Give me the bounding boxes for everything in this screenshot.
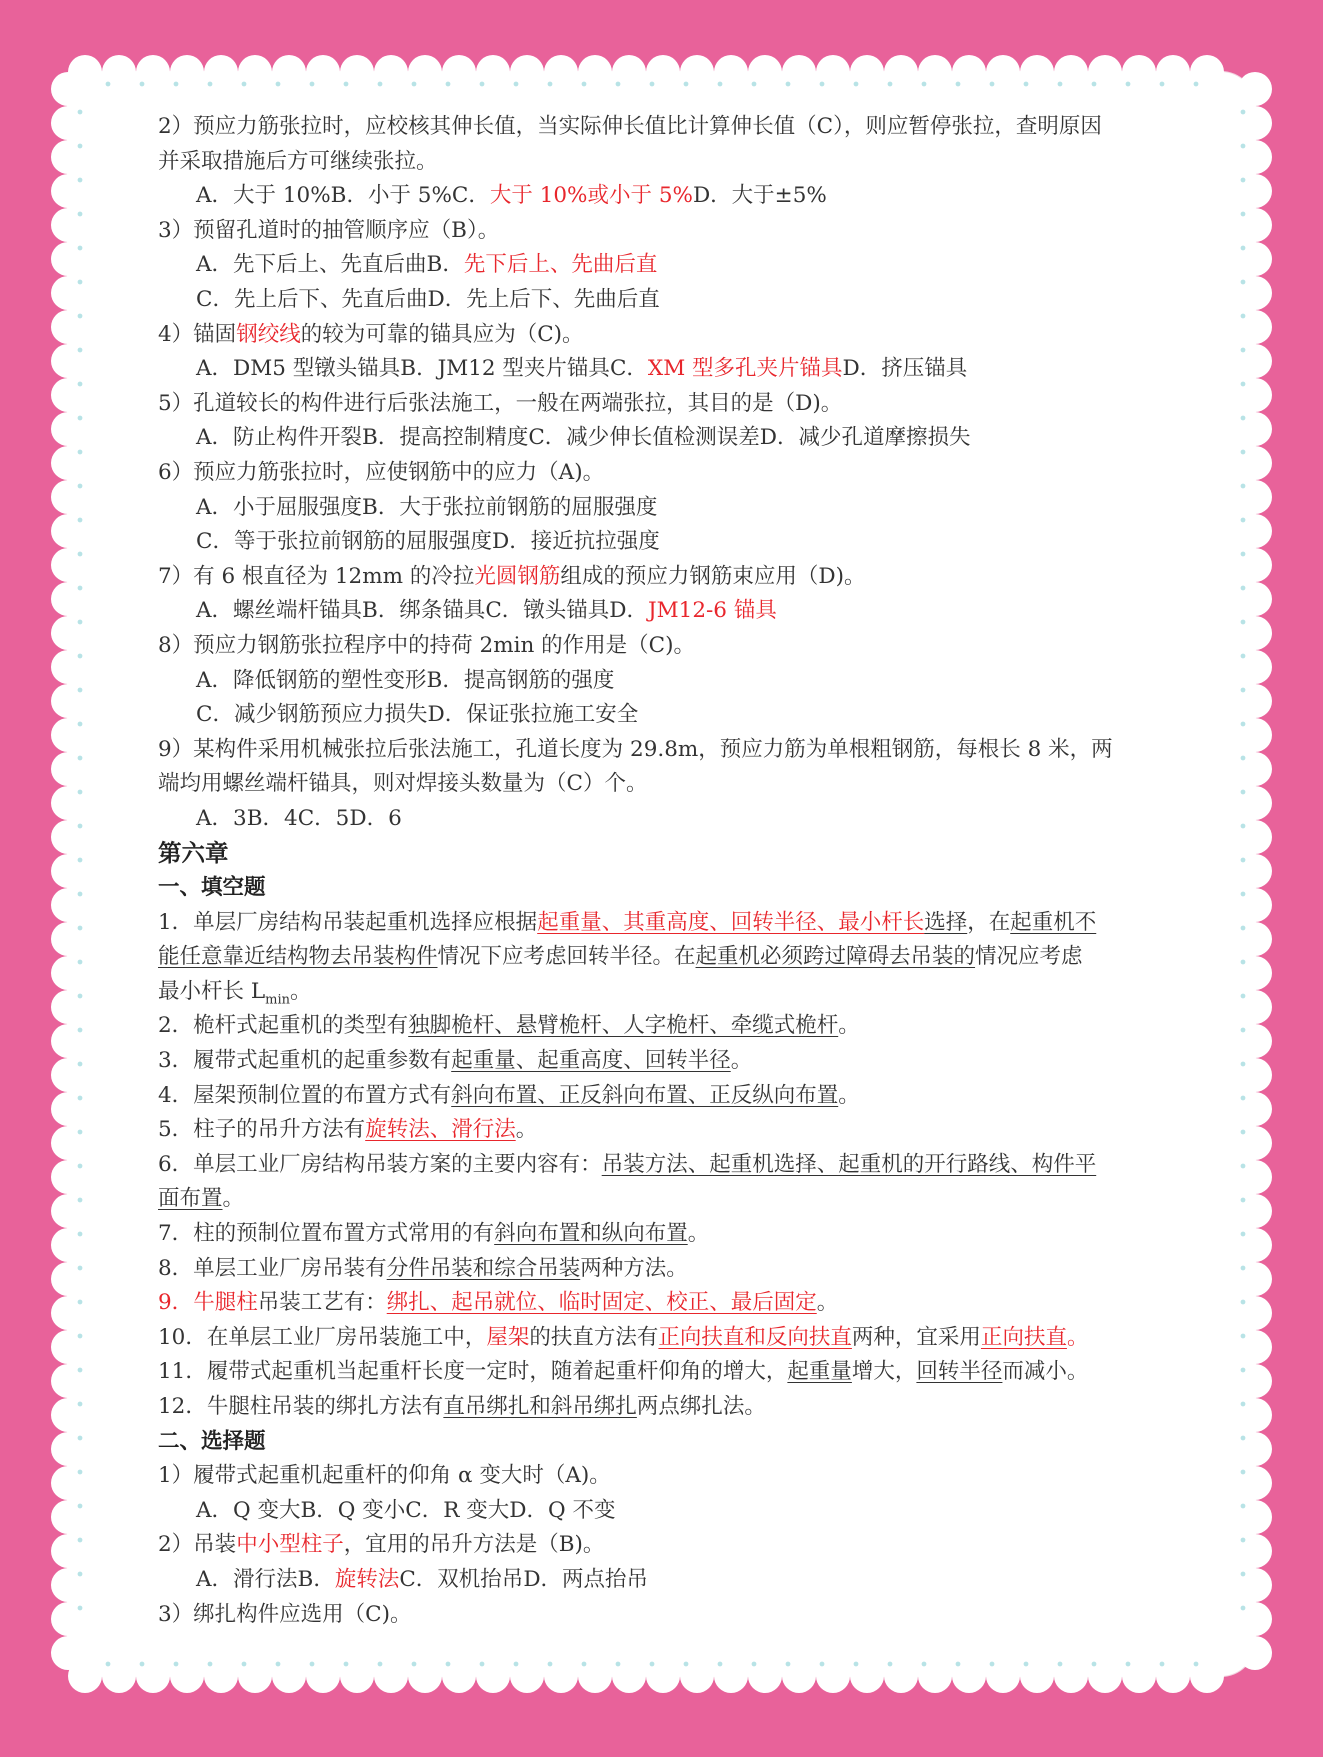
question-8-options-row2: [158, 698, 1178, 733]
option-d: D．减少孔道摩擦损失: [759, 425, 971, 451]
text: 4．屋架预制位置的布置方式有: [158, 1082, 452, 1108]
answer-highlight: JM12-6 锚具: [648, 598, 777, 624]
answer-underlined: 分件吊装和综合吊装: [386, 1255, 581, 1281]
text: 10．在单层工业厂房吊装施工中，: [158, 1324, 487, 1350]
option-a: A．Q 变大: [196, 1497, 301, 1523]
text: 情况应考虑: [975, 944, 1083, 970]
fill-item-2: [158, 1009, 1178, 1044]
question-2-stem: 2）预应力筋张拉时，应校核其伸长值，当实际伸长值比计算伸长值（C），则应暂停张拉，查明原因: [158, 114, 1102, 139]
answer-underlined: 选择: [924, 909, 968, 935]
option-d: [609, 598, 777, 623]
highlight-term: 中小型柱子: [236, 1532, 344, 1558]
option-d: D．保证张拉施工安全: [427, 702, 639, 728]
question-8-options-row1: [158, 664, 1178, 699]
option-c: C．先上后下、先直后曲: [196, 286, 428, 312]
highlight-term: 光圆钢筋: [474, 563, 561, 589]
option-c: C．镦头锚具: [485, 598, 610, 624]
answer-underlined: 起重机不: [1010, 909, 1097, 935]
fill-item-11: [158, 1355, 1178, 1390]
question-4-options: [158, 352, 1178, 387]
option-d: D．6: [349, 805, 402, 831]
text: 。: [222, 1186, 245, 1212]
text: 而减小。: [1002, 1359, 1089, 1385]
question-3-options-row2: [158, 283, 1178, 318]
option-a: A．防止构件开裂: [196, 425, 363, 451]
fill-item-3: [158, 1044, 1178, 1079]
option-c: C．双机抬吊: [399, 1566, 524, 1592]
stem-text: 7）有 6 根直径为 12mm 的冷拉: [158, 563, 475, 589]
question-4-stem: [158, 318, 1178, 353]
question-5-stem: 5）孔道较长的构件进行后张法施工，一般在两端张拉，其目的是（D)。: [158, 390, 843, 416]
answer-underlined: 斜向布置、正反斜向布置、正反纵向布置: [451, 1082, 839, 1108]
question-7-stem: [158, 560, 1178, 595]
fill-item-4: [158, 1079, 1178, 1114]
text: 5．柱子的吊升方法有: [158, 1117, 366, 1143]
option-c: C．等于张拉前钢筋的屈服强度: [196, 529, 492, 555]
text: 6．单层工业厂房结构吊装方案的主要内容有：: [158, 1151, 602, 1177]
option-b: B．提高控制精度: [362, 425, 529, 451]
answer-underlined: 起重量: [787, 1359, 852, 1385]
fill-item-8: [158, 1252, 1178, 1287]
option-b: B．提高钢筋的强度: [426, 667, 615, 693]
choice-2-options: [158, 1563, 1178, 1598]
question-2-options: [158, 179, 1178, 214]
fill-item-6: [158, 1148, 1178, 1183]
text: 11．履带式起重机当起重杆长度一定时，随着起重杆仰角的增大，: [158, 1359, 788, 1385]
fill-item-1-cont2: [158, 975, 1178, 1010]
text: 2．桅杆式起重机的类型有: [158, 1013, 409, 1039]
option-c: C．5: [297, 805, 350, 831]
fill-item-5: [158, 1113, 1178, 1148]
text: 情况下应考虑回转半径。在: [437, 944, 696, 970]
text: 9．: [158, 1290, 194, 1316]
answer-underlined: 回转半径: [916, 1359, 1003, 1385]
chapter-title: 第六章: [158, 839, 229, 868]
question-3-options-row1: [158, 248, 1178, 283]
text: 两点绑扎法。: [636, 1393, 766, 1419]
text: 3．履带式起重机的起重参数有: [158, 1048, 452, 1074]
option-b: B．4: [246, 805, 298, 831]
question-7-options: [158, 594, 1178, 629]
subscript: min: [265, 992, 290, 1008]
answer-underlined: 能任意靠近结构物去吊装构件: [158, 944, 438, 970]
text: 吊装工艺有：: [257, 1290, 387, 1316]
answer-underlined: 旋转法、滑行法: [365, 1117, 516, 1143]
stem-text: 的较为可靠的锚具应为（C)。: [300, 321, 584, 347]
question-9-options: [158, 802, 1178, 837]
option-d: D．挤压锚具: [842, 356, 968, 382]
option-a: A．螺丝端杆锚具: [196, 598, 363, 624]
text: 7．柱的预制位置布置方式常用的有: [158, 1221, 495, 1246]
option-c: C．减少钢筋预应力损失: [196, 702, 428, 728]
option-d: D．大于±5%: [692, 183, 827, 209]
text: 1．单层厂房结构吊装起重机选择应根据: [158, 909, 538, 935]
fill-item-6-cont: [158, 1182, 1178, 1217]
stem-text: 4）锚固: [158, 321, 237, 347]
option-a: A．小于屈服强度: [196, 494, 363, 520]
option-key: B．: [297, 1566, 335, 1592]
answer-highlight: 旋转法: [334, 1566, 400, 1592]
question-8-stem: 8）预应力钢筋张拉程序中的持荷 2min 的作用是（C)。: [158, 632, 695, 658]
option-b: B．Q 变小: [300, 1497, 406, 1523]
text: 12．牛腿柱吊装的绑扎方法有: [158, 1393, 444, 1419]
answer-highlight: 大于 10%或小于 5%: [489, 183, 693, 209]
option-a: A．降低钢筋的塑性变形: [196, 667, 427, 693]
highlight-term: 牛腿柱: [193, 1290, 258, 1316]
option-d: D．Q 不变: [509, 1497, 616, 1523]
section-title-fill-in: 一、填空题: [158, 875, 266, 901]
text: 最小杆长 L: [158, 978, 266, 1004]
section-title-choice: 二、选择题: [158, 1428, 266, 1454]
option-c: [452, 183, 693, 208]
text: 。: [730, 1048, 753, 1074]
choice-2-stem: [158, 1528, 1178, 1563]
choice-3-stem: 3）绑扎构件应选用（C)。: [158, 1601, 412, 1627]
text: 。: [515, 1117, 538, 1143]
text: 。: [687, 1221, 710, 1246]
option-a: A．3: [196, 805, 247, 831]
question-6-options-row2: [158, 525, 1178, 560]
option-key: C．: [451, 183, 490, 209]
fill-item-7: [158, 1217, 1178, 1252]
answer-underlined: 绑扎、起吊就位、临时固定、校正、最后固定: [386, 1290, 817, 1316]
question-9-stem-cont: 端均用螺丝端杆锚具，则对焊接头数量为（C）个。: [158, 771, 648, 797]
option-b: B．JM12 型夹片锚具: [400, 356, 610, 382]
answer-highlight: XM 型多孔夹片锚具: [647, 356, 843, 382]
option-key: B．: [426, 252, 464, 278]
stem-text: ，宜用的吊升方法是（B)。: [343, 1532, 605, 1558]
option-b: B．大于张拉前钢筋的屈服强度: [362, 494, 658, 520]
question-3-stem: 3）预留孔道时的抽管顺序应（B）。: [158, 217, 500, 243]
text: 8．单层工业厂房吊装有: [158, 1255, 387, 1281]
option-a: A．滑行法: [196, 1566, 298, 1592]
text: 。: [838, 1013, 860, 1039]
option-d: D．两点抬吊: [523, 1566, 649, 1592]
answer-underlined: 面布置: [158, 1186, 223, 1212]
text: 的扶直方法有: [529, 1324, 659, 1350]
answer-underlined: 正向扶直: [980, 1324, 1067, 1350]
question-9-stem: 9）某构件采用机械张拉后张法施工，孔道长度为 29.8m，预应力筋为单根粗钢筋，每根长 8 米，两: [158, 736, 1113, 762]
answer-underlined: 起重机必须跨过障碍去吊装的: [695, 944, 976, 970]
answer-underlined: 起重量、起重高度、回转半径: [451, 1048, 731, 1074]
answer-underlined: 正向扶直和反向扶直: [658, 1324, 852, 1350]
question-6-options-row1: [158, 491, 1178, 526]
fill-item-10: [158, 1321, 1178, 1356]
choice-1-stem: 1）履带式起重机起重杆的仰角 α 变大时（A)。: [158, 1463, 611, 1489]
option-key: C．: [609, 356, 648, 382]
fill-item-12: [158, 1390, 1178, 1425]
option-a: A．先下后上、先直后曲: [196, 252, 427, 278]
answer-highlight: 先下后上、先曲后直: [463, 252, 658, 278]
question-2-stem-cont: 并采取措施后方可继续张拉。: [158, 148, 438, 174]
option-c: C．R 变大: [405, 1497, 510, 1523]
answer-underlined: 起重量、其重高度、回转半径、最小杆长: [537, 909, 925, 935]
text: 。: [1066, 1324, 1089, 1350]
document-content: [158, 110, 1178, 1632]
answer-underlined: 斜向布置和纵向布置: [494, 1221, 688, 1246]
choice-1-options: [158, 1494, 1178, 1529]
option-d: D．接近抗拉强度: [491, 529, 660, 555]
text: 。: [289, 978, 312, 1004]
fill-item-9: [158, 1286, 1178, 1321]
option-a: A．大于 10%: [196, 183, 331, 209]
option-c: C．减少伸长值检测误差: [528, 425, 760, 451]
text: 增大，: [851, 1359, 917, 1385]
answer-underlined: 独脚桅杆、悬臂桅杆、人字桅杆、牵缆式桅杆: [408, 1013, 839, 1039]
text: 两种，宜采用: [851, 1324, 981, 1350]
question-6-stem: 6）预应力筋张拉时，应使钢筋中的应力（A)。: [158, 459, 605, 485]
answer-underlined: 直吊绑扎和斜吊绑扎: [443, 1393, 637, 1419]
stem-text: 组成的预应力钢筋束应用（D)。: [560, 563, 866, 589]
option-d: D．先上后下、先曲后直: [427, 286, 660, 312]
option-key: D．: [609, 598, 649, 624]
option-c: [610, 356, 843, 381]
fill-item-1: [158, 906, 1178, 941]
highlight-term: 钢绞线: [236, 321, 301, 347]
text: 。: [838, 1082, 860, 1108]
option-a: A．DM5 型镦头锚具: [196, 356, 401, 382]
text: 。: [816, 1290, 839, 1316]
question-5-options: [158, 421, 1178, 456]
option-b: B．绑条锚具: [362, 598, 486, 624]
stem-text: 2）吊装: [158, 1532, 237, 1558]
text: ，在: [967, 909, 1011, 935]
fill-item-1-cont: [158, 940, 1178, 975]
option-b: [298, 1567, 400, 1592]
answer-underlined: 吊装方法、起重机选择、起重机的开行路线、构件平: [601, 1151, 1097, 1177]
option-b: B．小于 5%: [330, 183, 452, 209]
option-b: [427, 252, 658, 277]
highlight-term: 屋架: [486, 1324, 530, 1350]
text: 两种方法。: [580, 1255, 688, 1281]
